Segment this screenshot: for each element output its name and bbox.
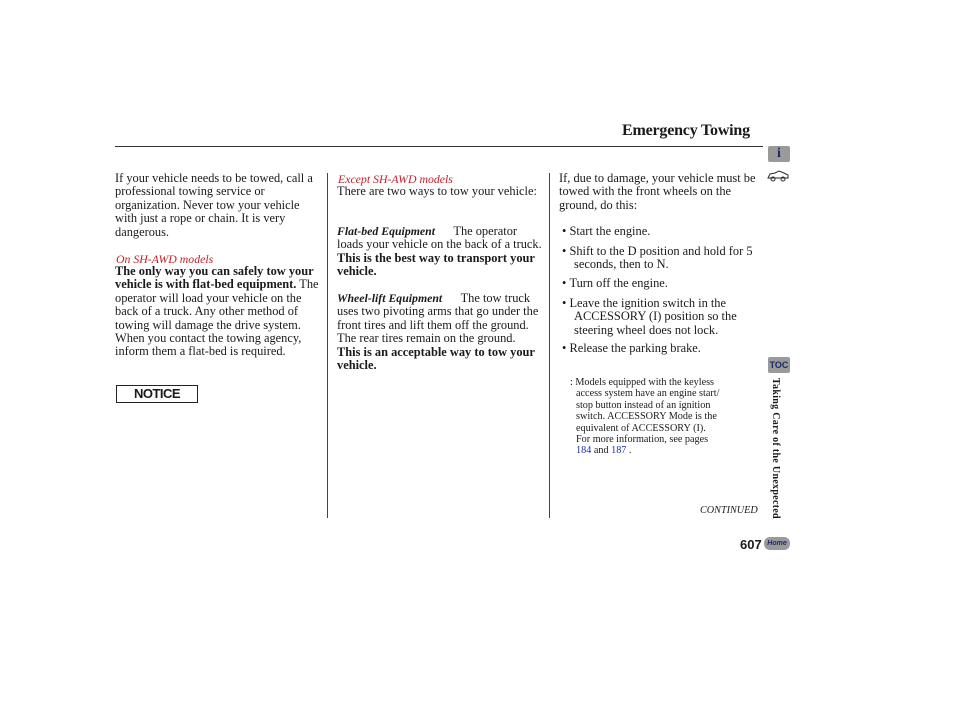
toc-label: TOC [769,360,789,370]
footnote-page-refs [570,445,750,456]
step-start-engine: • Start the engine. [562,224,651,238]
step-text: Start the engine. [569,224,651,238]
section-label-vertical: Taking Care of the Unexpected [770,378,781,519]
sh-awd-label: On SH-AWD models [116,252,214,266]
wheellift-bold: This is an acceptable way to tow your vehicle. [337,344,535,373]
step-text: Leave the ignition switch in the ACCESSORY (I) position so the steering wheel does not lock. [569,296,737,337]
keyless-footnote [570,377,750,457]
header-rule [115,146,763,147]
flatbed-text: The operator loads your vehicle on the back of a truck. [337,224,542,252]
footnote-line: For more information, see pages [576,434,709,446]
sh-awd-text: The operator will load your vehicle on the back of a truck. Any other method of towing will damage the drive system. When you contact the towing agency, inform them a flat-bed is required. [115,277,319,359]
page-ref-end: . [628,445,632,457]
page-link-184[interactable]: 184 [576,445,592,457]
step-shift-d: • Shift to the D position and hold for 5 seconds, then to N. [562,244,753,272]
step-text: Turn off the engine. [569,276,668,290]
home-label: Home [767,540,787,547]
step-ignition-accessory: • Leave the ignition switch in the ACCESSORY (I) position so the steering wheel does not lock. [562,296,737,337]
flatbed-heading: Flat-bed Equipment [337,224,435,238]
toc-button[interactable] [768,357,790,373]
wheellift-heading: Wheel-lift Equipment [337,291,443,305]
sh-awd-paragraph [115,265,319,359]
page-ref-and: and [593,445,609,457]
home-button[interactable] [764,537,790,550]
col3-intro: If, due to damage, your vehicle must be towed with the front wheels on the ground, do this: [559,171,756,212]
footnote-line: switch. ACCESSORY Mode is the [576,411,717,423]
footnote-line: access system have an engine start/ [576,388,720,400]
footnote-line: equivalent of ACCESSORY (I). [576,422,706,434]
step-turn-off: • Turn off the engine. [562,276,668,290]
notice-box: NOTICE [116,385,198,403]
car-icon-svg [766,169,790,183]
step-text: Release the parking brake. [569,341,701,355]
page-link-187[interactable]: 187 [611,445,627,457]
step-text: Shift to the D position and hold for 5 seconds, then to N. [569,244,753,272]
wheellift-text: The tow truck uses two pivoting arms that go under the front tires and lift them off the ground. The rear tires remain on the ground. [337,291,539,346]
car-icon[interactable] [766,169,790,183]
col1-intro: If your vehicle needs to be towed, call a professional towing service or organization. Never tow your vehicle with just a rope or chain. It is very dangerous. [115,171,313,239]
step-release-brake: • Release the parking brake. [562,341,701,355]
info-icon-button[interactable] [768,146,790,162]
continued-label: CONTINUED [700,505,758,516]
page-title: Emergency Towing [622,122,750,139]
column-divider-2 [549,173,550,518]
footnote-line: : Models equipped with the keyless [570,377,715,388]
footnote-line: stop button instead of an ignition [576,399,711,411]
flatbed-bold: This is the best way to transport your vehicle. [337,250,535,279]
info-icon: i [777,146,781,161]
page-number: 607 [740,537,762,552]
column-divider-1 [327,173,328,518]
col2-intro: There are two ways to tow your vehicle: [337,184,537,198]
except-sh-awd-label: Except SH-AWD models [338,172,453,186]
wheellift-paragraph [337,292,542,372]
flatbed-paragraph [337,225,542,279]
sh-awd-bold: The only way you can safely tow your vehicle is with flat-bed equipment. [115,264,314,292]
